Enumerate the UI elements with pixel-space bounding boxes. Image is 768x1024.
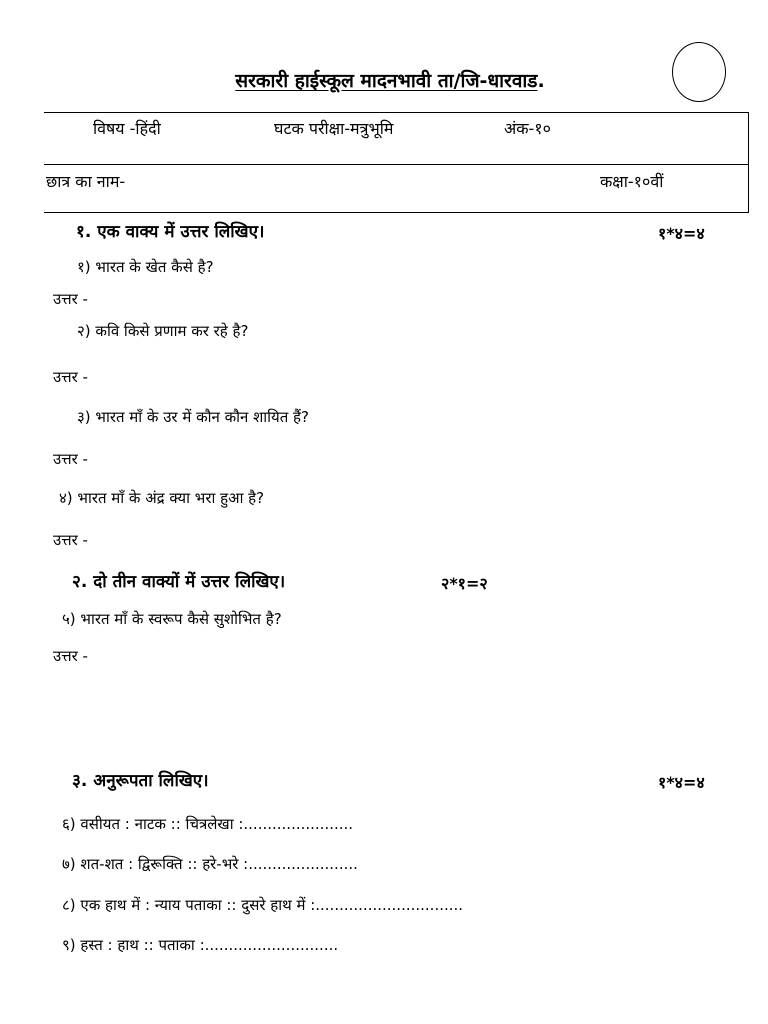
analogy-6: ६) वसीयत : नाटक :: चित्रलेखा :....................... — [62, 815, 354, 833]
answer-1-label: उत्तर - — [53, 290, 88, 308]
section-1-marks: १*४=४ — [658, 224, 705, 243]
answer-5-label: उत्तर - — [53, 647, 88, 665]
analogy-8: ८) एक हाथ में : न्याय पताका :: दुसरे हाथ में :............................... — [62, 896, 464, 914]
section-1-heading: १. एक वाक्य में उत्तर लिखिए। — [76, 222, 265, 242]
class-label: कक्षा-१०वीं — [600, 172, 664, 191]
analogy-9: ९) हस्त : हाथ :: पताका :............................ — [62, 936, 339, 954]
answer-2-label: उत्तर - — [53, 368, 88, 386]
analogy-7: ७) शत-शत : द्विरूक्ति :: हरे-भरे :....................... — [62, 855, 358, 873]
question-2: २) कवि किसे प्रणाम कर रहे है? — [77, 322, 249, 340]
section-2-heading: २. दो तीन वाक्यों में उत्तर लिखिए। — [72, 572, 286, 592]
answer-4-label: उत्तर - — [53, 531, 88, 549]
question-4: ४) भारत माँ के अंद्र क्या भरा हुआ है? — [59, 489, 265, 507]
section-2-marks: २*१=२ — [441, 574, 488, 593]
header-divider — [44, 164, 748, 165]
answer-3-label: उत्तर - — [53, 450, 88, 468]
section-3-heading: ३. अनुरूपता लिखिए। — [72, 771, 209, 791]
subject-label: विषय -हिंदी — [93, 119, 161, 138]
student-name-label: छात्र का नाम- — [46, 172, 126, 191]
question-5: ५) भारत माँ के स्वरूप कैसे सुशोभित है? — [62, 610, 282, 628]
total-marks-label: अंक-१० — [504, 119, 551, 138]
section-3-marks: १*४=४ — [658, 773, 705, 792]
school-title: सरकारी हाईस्कूल मादनभावी ता/जि-धारवाड. — [235, 70, 545, 92]
unit-test-label: घटक परीक्षा-मत्रुभूमि — [274, 119, 394, 138]
question-3: ३) भारत माँ के उर में कौन कौन शायित हैं? — [77, 408, 309, 426]
question-1: १) भारत के खेत कैसे है? — [77, 258, 214, 276]
